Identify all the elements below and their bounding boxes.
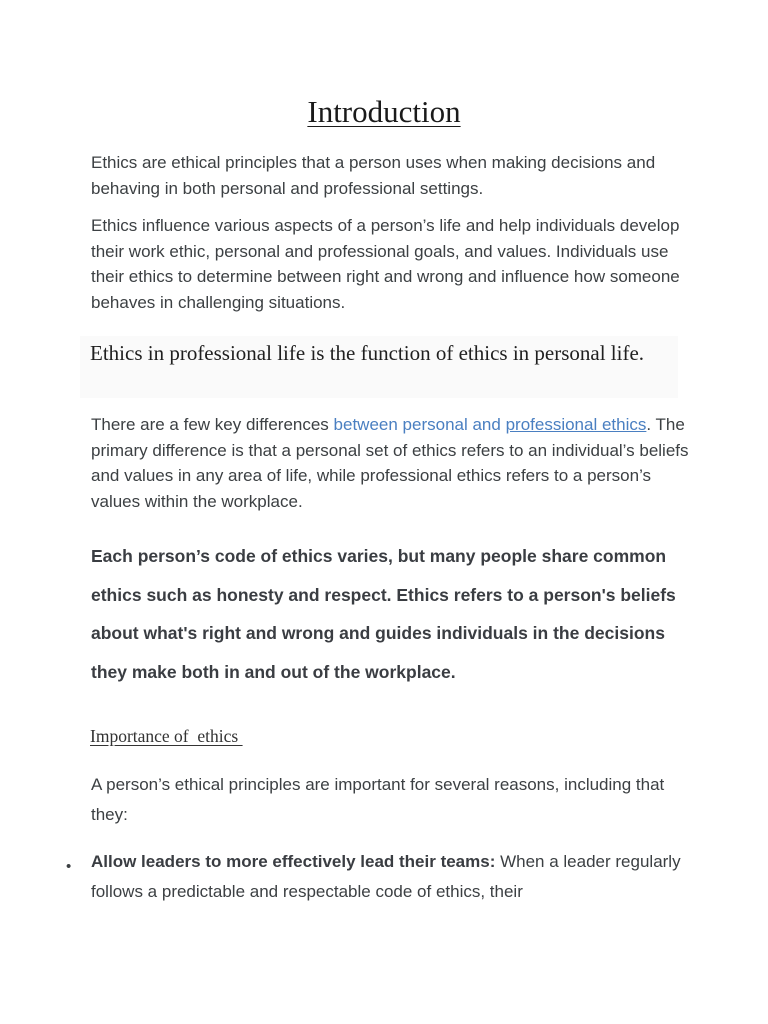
bullet-item-leaders	[91, 847, 691, 907]
bullet-marker: •	[66, 858, 72, 875]
bullet-body-text: When a leader regularly follows a predictable and respectable code of ethics, their	[91, 852, 681, 901]
differences-text-end: . The primary difference is that a personal set of ethics refers to an individual’s beliefs and values in any area of life, while professional ethics refers to a person’s values within the workplace.	[91, 415, 689, 511]
code-of-ethics-paragraph: Each person’s code of ethics varies, but many people share common ethics such as honesty and respect. Ethics refers to a person's beliefs about what's right and wrong and guides individuals in the decisions they make both in and out of the workplace.	[91, 546, 676, 682]
quote-text: Ethics in professional life is the function of ethics in personal life.	[90, 341, 645, 365]
differences-paragraph	[91, 412, 691, 514]
bullet-lead-text: Allow leaders to more effectively lead their teams:	[91, 852, 496, 871]
page-title-text: Introduction	[307, 94, 461, 129]
personal-professional-link[interactable]: between personal and	[333, 415, 506, 434]
importance-subheading: Importance of ethics	[90, 726, 243, 746]
reasons-paragraph: A person’s ethical principles are important for several reasons, including that they:	[91, 775, 665, 824]
ethics-influence-paragraph: Ethics influence various aspects of a person’s life and help individuals develop their work ethic, personal and professional goals, and values. Individuals use their ethics to determine between right and wrong and influence how someone behaves in challenging situations.	[91, 216, 680, 312]
professional-ethics-link[interactable]: professional ethics	[505, 415, 647, 434]
differences-text-start: There are a few key differences	[91, 415, 334, 434]
intro-paragraph: Ethics are ethical principles that a person uses when making decisions and behaving in both personal and professional settings.	[91, 153, 656, 198]
page-title	[0, 94, 768, 130]
